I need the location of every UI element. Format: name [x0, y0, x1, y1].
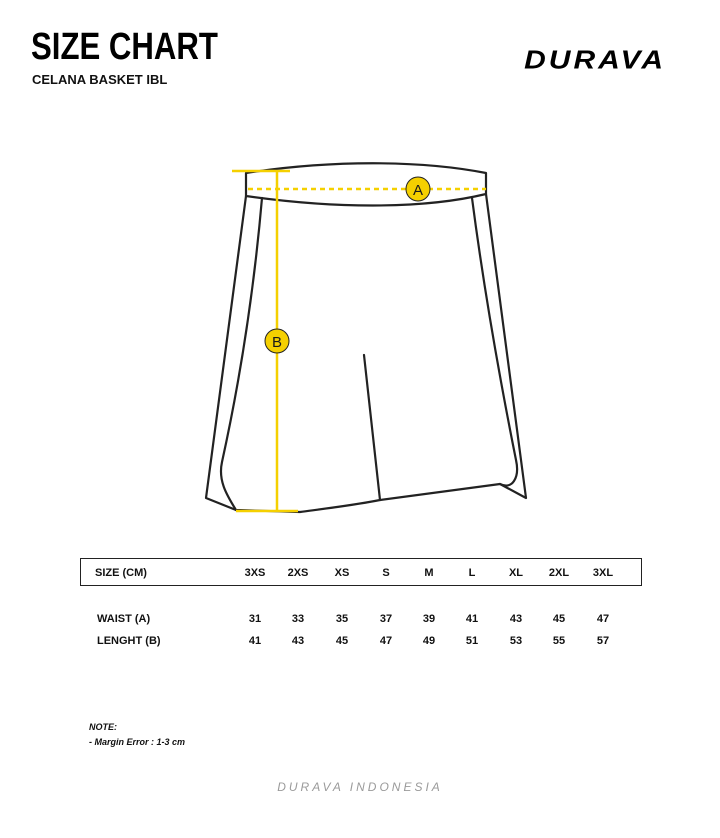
- brand-logo: DURAVA: [524, 46, 666, 75]
- size-col-s: S: [382, 567, 390, 579]
- size-col-m: M: [424, 567, 434, 579]
- table-cell: 47: [596, 613, 610, 625]
- row-label-waist: WAIST (A): [97, 613, 151, 625]
- table-cell: 51: [465, 635, 479, 647]
- marker-a-label: A: [412, 182, 424, 199]
- footer-brand: DURAVA INDONESIA: [277, 780, 443, 794]
- table-cell: 43: [509, 613, 523, 625]
- table-cell: 33: [291, 613, 305, 625]
- table-cell: 55: [552, 635, 566, 647]
- table-cell: 41: [248, 635, 262, 647]
- side-stripe-right: [472, 198, 517, 486]
- table-cell: 57: [596, 635, 610, 647]
- table-cell: 45: [552, 613, 566, 625]
- shorts-right-outline: [380, 194, 526, 500]
- marker-b-label: B: [271, 334, 283, 351]
- table-cell: 49: [422, 635, 436, 647]
- side-stripe-left: [221, 198, 262, 510]
- table-cell: 41: [465, 613, 479, 625]
- table-cell: 53: [509, 635, 523, 647]
- size-col-2xl: 2XL: [548, 567, 570, 579]
- table-cell: 31: [248, 613, 262, 625]
- page-title: SIZE CHART: [31, 26, 218, 68]
- table-cell: 45: [335, 635, 349, 647]
- size-col-3xs: 3XS: [244, 567, 266, 579]
- row-label-length: LENGHT (B): [97, 635, 161, 647]
- table-cell: 47: [379, 635, 393, 647]
- waistband-outline: [246, 163, 486, 205]
- table-cell: 37: [379, 613, 393, 625]
- note-title: NOTE:: [89, 722, 117, 732]
- size-col-2xs: 2XS: [287, 567, 309, 579]
- note-margin-error: - Margin Error : 1-3 cm: [89, 737, 186, 747]
- size-col-l: L: [468, 567, 476, 579]
- size-col-3xl: 3XL: [592, 567, 614, 579]
- table-cell: 39: [422, 613, 436, 625]
- table-cell: 43: [291, 635, 305, 647]
- shorts-left-outline: [206, 196, 380, 512]
- table-cell: 35: [335, 613, 349, 625]
- product-subtitle: CELANA BASKET IBL: [32, 72, 168, 87]
- table-header-label: SIZE (CM): [95, 567, 147, 579]
- size-col-xl: XL: [508, 567, 524, 579]
- size-col-xs: XS: [334, 567, 350, 579]
